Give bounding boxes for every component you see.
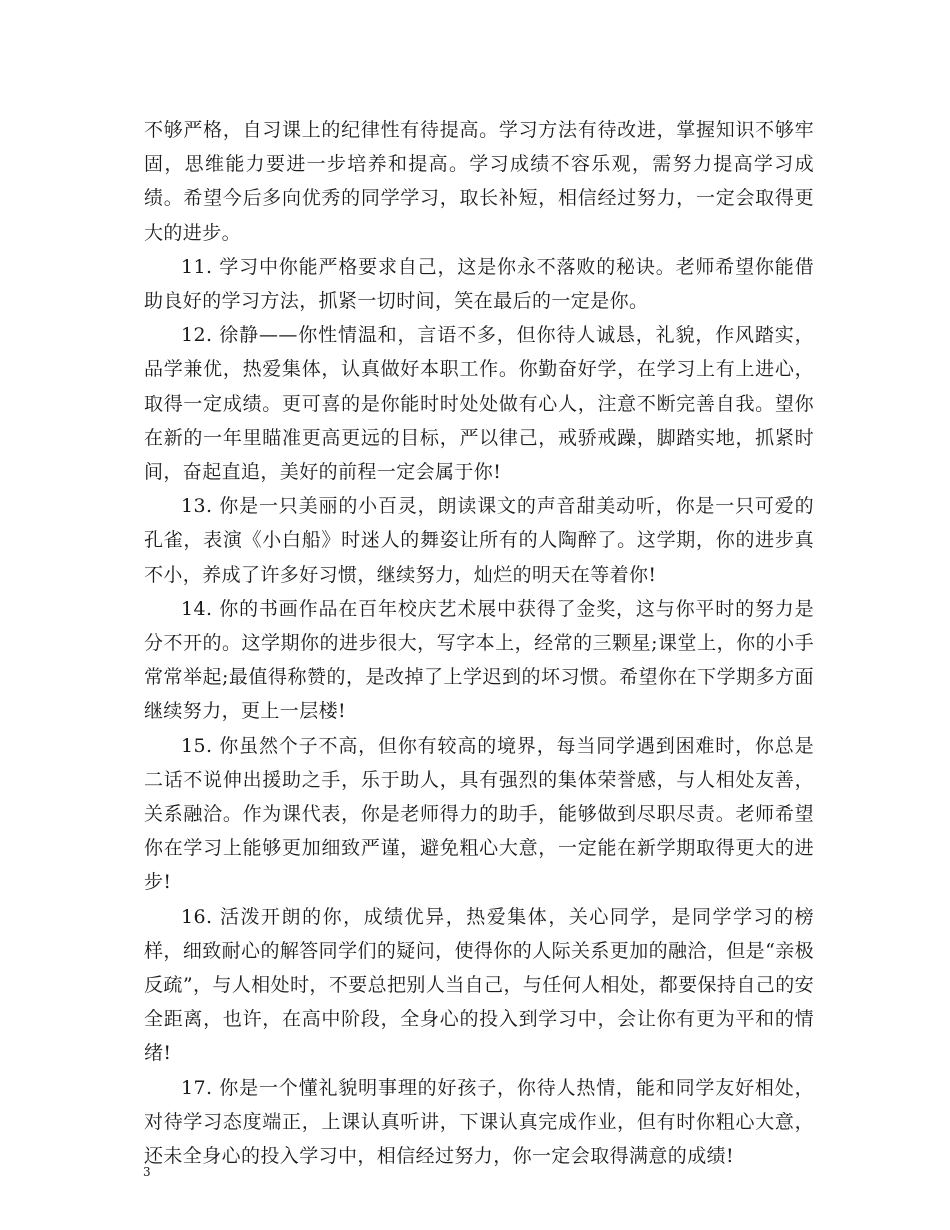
paragraph-item-15: 15. 你虽然个子不高，但你有较高的境界，每当同学遇到困难时，你总是二话不说伸出援助之手，乐于助人，具有强烈的集体荣誉感，与人相处友善，关系融洽。作为课代表，你是老师得力的助手，能够做到尽职尽责。老师希望你在学习上能够更加细致严谨，避免粗心大意，一定能在新学期取得更大的进步!: [144, 734, 814, 894]
paragraph-item-11: 11. 学习中你能严格要求自己，这是你永不落败的秘诀。老师希望你能借助良好的学习方法，抓紧一切时间，笑在最后的一定是你。: [144, 255, 814, 313]
paragraph-item-17: 17. 你是一个懂礼貌明事理的好孩子，你待人热情，能和同学友好相处，对待学习态度端正，上课认真听讲，下课认真完成作业，但有时你粗心大意，还未全身心的投入学习中，相信经过努力，你一定会取得满意的成绩!: [144, 1076, 814, 1168]
paragraph-item-16: 16. 活泼开朗的你，成绩优异，热爱集体，关心同学，是同学学习的榜样，细致耐心的解答同学们的疑问，使得你的人际关系更加的融洽，但是“亲极反疏”，与人相处时，不要总把别人当自己，与任何人相处，都要保持自己的安全距离，也许，在高中阶段，全身心的投入到学习中，会让你有更为平和的情绪!: [144, 905, 814, 1065]
page-number: 3: [143, 1165, 151, 1179]
paragraph-item-13: 13. 你是一只美丽的小百灵，朗读课文的声音甜美动听，你是一只可爱的孔雀，表演《小白船》时迷人的舞姿让所有的人陶醉了。这学期，你的进步真不小，养成了许多好习惯，继续努力，灿烂的明天在等着你!: [144, 495, 814, 586]
paragraph-item-14: 14. 你的书画作品在百年校庆艺术展中获得了金奖，这与你平时的努力是分不开的。这学期你的进步很大，写字本上，经常的三颗星;课堂上，你的小手常常举起;最值得称赞的，是改掉了上学迟到的坏习惯。希望你在下学期多方面继续努力，更上一层楼!: [144, 597, 814, 723]
paragraph-continuation: 不够严格，自习课上的纪律性有待提高。学习方法有待改进，掌握知识不够牢固，思维能力要进一步培养和提高。学习成绩不容乐观，需努力提高学习成绩。希望今后多向优秀的同学学习，取长补短，相信经过努力，一定会取得更大的进步。: [144, 119, 814, 244]
paragraph-item-12: 12. 徐静——你性情温和，言语不多，但你待人诚恳，礼貌，作风踏实，品学兼优，热爱集体，认真做好本职工作。你勤奋好学，在学习上有上进心，取得一定成绩。更可喜的是你能时时处处做有心人，注意不断完善自我。望你在新的一年里瞄准更高更远的目标，严以律己，戒骄戒躁，脚踏实地，抓紧时间，奋起直追，美好的前程一定会属于你!: [144, 324, 814, 484]
document-body: [144, 113, 814, 1173]
